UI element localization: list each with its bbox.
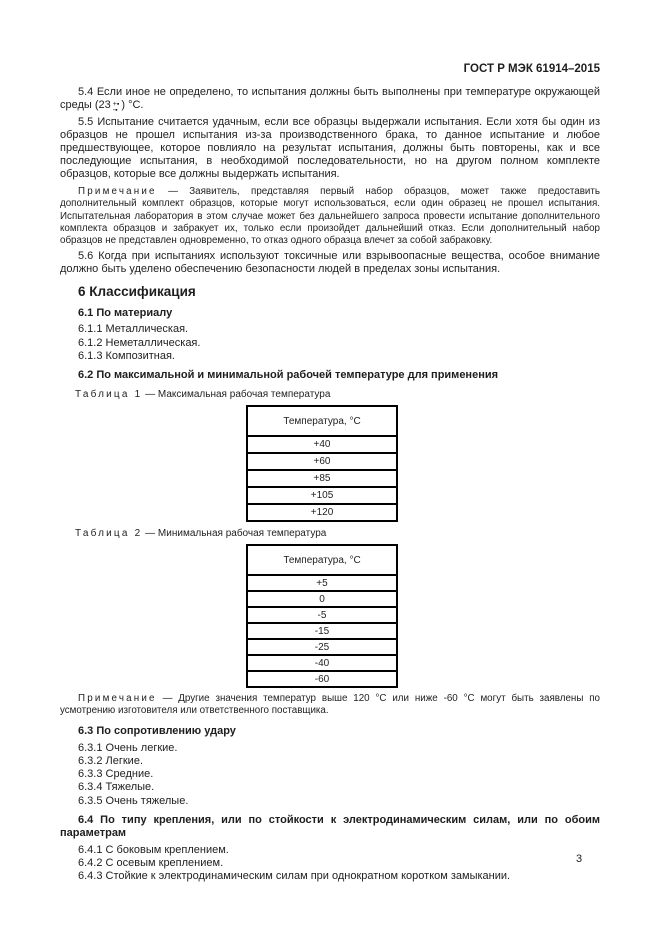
table-1-caption-text: — Максимальная рабочая температура [142,389,331,401]
table-row [247,453,397,470]
table-header-row [247,545,397,575]
table-row [247,671,397,687]
table-1-cell: +105 [247,487,397,504]
table-row [247,639,397,655]
table-1-cell: +85 [247,470,397,487]
table-min-working-temperature [246,544,398,688]
note-after-table-2 [60,693,600,718]
paragraph-5-4-text-before: 5.4 Если иное не определено, то испытания должны быть выполнены при температуре окружающей среды (23 [60,86,600,111]
table-2-cell: -15 [247,623,397,639]
table-row [247,623,397,639]
table-2-cell: +5 [247,575,397,591]
list-item-6-1-1: 6.1.1 Металлическая. [78,323,189,336]
table-2-cell: 0 [247,591,397,607]
table-row [247,575,397,591]
note-text: — Другие значения температур выше 120 °С или ниже -60 °С могут быть заявлены по усмотрению изготовителя или ответственного поставщика. [60,693,600,717]
table-1-cell: +40 [247,436,397,453]
note-label: Примечание [78,693,157,705]
section-6-heading: 6 Классификация [78,284,196,300]
table-2-cell: -60 [247,671,397,687]
list-item-6-4-2: 6.4.2 С осевым креплением. [78,856,224,869]
tolerance-subscript: -▪ [112,107,118,114]
paragraph-5-4-text-after: ) °С. [121,99,144,111]
table-2-cell: -40 [247,655,397,671]
page-number: 3 [576,853,583,865]
list-item-6-3-4: 6.3.4 Тяжелые. [78,781,155,794]
tolerance-superscript: +▪ [112,101,120,108]
list-item-6-3-3: 6.3.3 Средние. [78,768,154,781]
list-item-6-3-2: 6.3.2 Легкие. [78,754,144,767]
table-2-cell: -5 [247,607,397,623]
table-2-caption-text: — Минимальная рабочая температура [142,528,327,540]
table-2-caption [75,528,600,540]
list-item-6-4-3: 6.4.3 Стойкие к электродинамическим силам при однократном коротком замыкании. [78,870,511,883]
table-1-caption-label: Таблица 1 [75,389,143,401]
section-6-4-heading: 6.4 По типу крепления, или по стойкости к электродинамическим силам, или по обоим параметрам [60,813,600,839]
section-6-2-heading: 6.2 По максимальной и минимальной рабочей температуре для применения [78,369,499,382]
note-text: — Заявитель, представляя первый набор образцов, может также предоставить дополнительный комплект образцов, которые могут использоваться, если один образец не прошел испытания. Испытательная лаборатория в этом случае может без дальнейшего запроса провести испытание дополнительного комплекта образцов и забракует их, только если произойдет дальнейший отказ. Если дополнительный набор образцов не представлен одновременно, то отказ одного образца влечет за собой забраковку. [60,186,600,247]
table-row [247,436,397,453]
temperature-tolerance [113,102,120,114]
table-max-working-temperature [246,405,398,522]
table-row [247,470,397,487]
impact-resistance-list [60,742,600,808]
table-header-row [247,406,397,436]
section-6-3-heading: 6.3 По сопротивлению удару [78,724,236,737]
running-header: ГОСТ Р МЭК 61914–2015 [463,63,600,75]
note-after-5-5 [60,186,600,247]
paragraph-5-4 [60,86,600,114]
table-2-caption-label: Таблица 2 [75,528,143,540]
table-1-cell: +60 [247,453,397,470]
table-row [247,655,397,671]
table-1-caption [75,389,600,401]
note-label: Примечание [78,186,157,197]
table-row [247,607,397,623]
table-2-cell: -25 [247,639,397,655]
table-row [247,487,397,504]
page-content [60,62,600,883]
list-item-6-1-2: 6.1.2 Неметаллическая. [78,336,201,349]
list-item-6-3-1: 6.3.1 Очень легкие. [78,741,178,754]
material-list [60,323,600,363]
paragraph-5-6: 5.6 Когда при испытаниях используют токсичные или взрывоопасные вещества, особое внимание должно быть уделено обеспечению безопасности людей в пределах зоны испытания. [60,250,600,276]
list-item-6-1-3: 6.1.3 Композитная. [78,349,175,362]
list-item-6-4-1: 6.4.1 С боковым креплением. [78,843,229,856]
table-row [247,504,397,521]
paragraph-5-5: 5.5 Испытание считается удачным, если все образцы выдержали испытания. Если хотя бы один из образцов не прошел испытания из-за производственного брака, то данное испытание и любое предшествующее, которое повлияло на результат испытания, должны быть повторены, как и все последующие испытания, в необходимой последовательности, но на другом полном комплекте образцов, которые все должны выдержать испытания. [60,116,600,180]
section-6-1-heading: 6.1 По материалу [78,307,173,320]
table-row [247,591,397,607]
table-1-header-cell: Температура, °С [247,406,397,436]
list-item-6-3-5: 6.3.5 Очень тяжелые. [78,794,189,807]
mounting-type-list [60,844,600,884]
table-1-cell: +120 [247,504,397,521]
table-2-header-cell: Температура, °С [247,545,397,575]
